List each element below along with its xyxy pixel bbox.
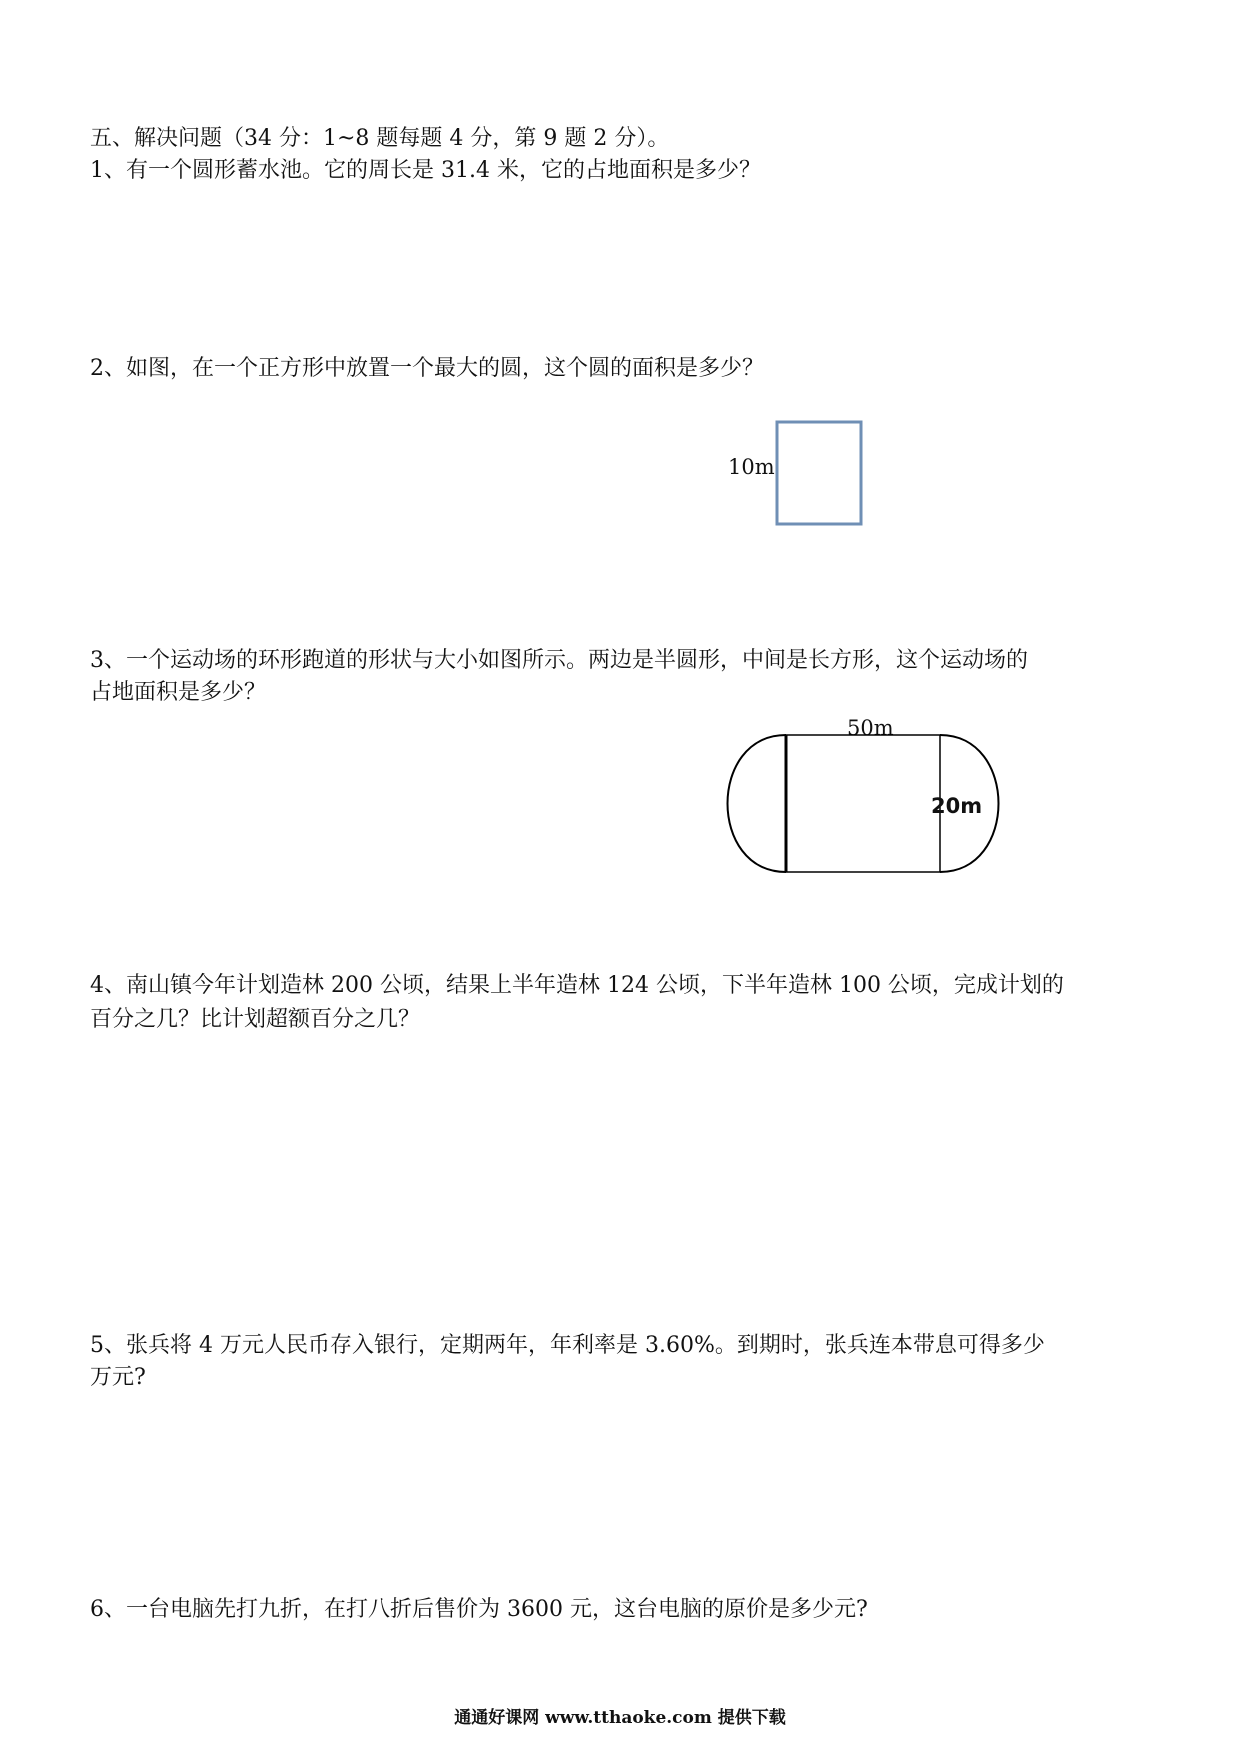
- square-outline: [777, 422, 861, 524]
- question-5-text-line-2: 万元?: [90, 1365, 146, 1390]
- track-length-label: 50m: [847, 716, 894, 740]
- question-3-text-line-2: 占地面积是多少？: [90, 680, 267, 705]
- square-side-label: 10m: [728, 455, 775, 479]
- page-footer: 通通好课网 www.tthaoke.com 提供下载: [454, 1708, 786, 1728]
- square-figure: [775, 420, 865, 528]
- section-heading: 五、解决问题（34 分：1~8 题每题 4 分，第 9 题 2 分）。: [90, 126, 670, 151]
- question-4-text-line-1: 4、南山镇今年计划造林 200 公顷，结果上半年造林 124 公顷，下半年造林 100 公顷，完成计划的: [90, 973, 1064, 998]
- question-3-text-line-1: 3、一个运动场的环形跑道的形状与大小如图所示。两边是半圆形，中间是长方形，这个运动场的: [90, 648, 1029, 673]
- track-width-label: 20m: [931, 794, 983, 818]
- track-left-semicircle: [728, 735, 787, 872]
- question-1-text: 1、有一个圆形蓄水池。它的周长是 31.4 米，它的占地面积是多少？: [90, 158, 761, 183]
- question-4-text-line-2: 百分之几？比计划超额百分之几？: [90, 1007, 421, 1032]
- question-6-text: 6、一台电脑先打九折，在打八折后售价为 3600 元，这台电脑的原价是多少元?: [90, 1597, 868, 1622]
- question-5-text-line-1: 5、张兵将 4 万元人民币存入银行，定期两年，年利率是 3.60%。到期时，张兵连本带息可得多少: [90, 1333, 1045, 1358]
- question-2-text: 2、如图，在一个正方形中放置一个最大的圆，这个圆的面积是多少？: [90, 356, 764, 381]
